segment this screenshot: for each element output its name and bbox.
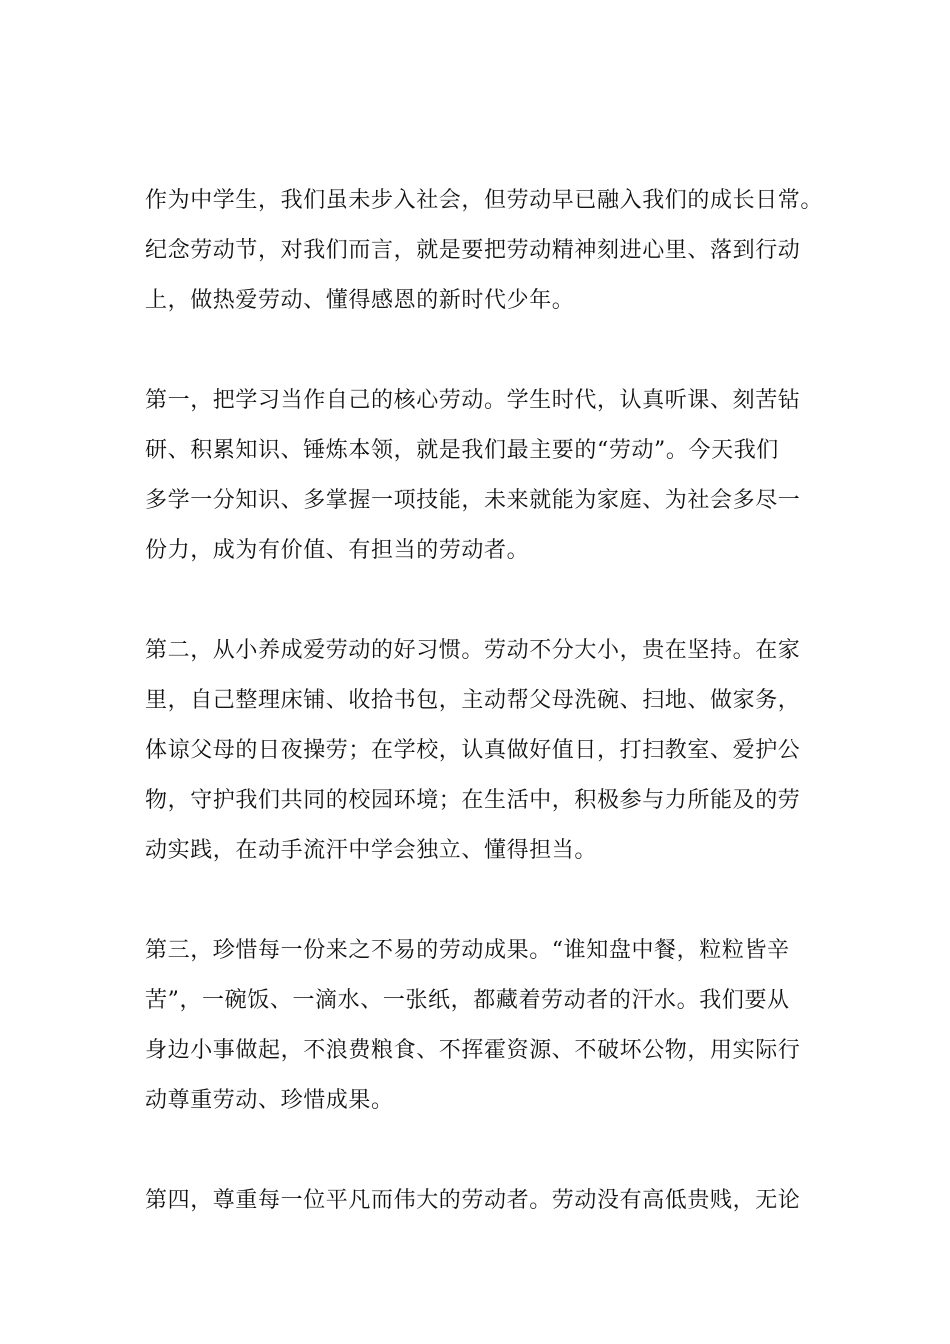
text-line: 第二，从小养成爱劳动的好习惯。劳动不分大小，贵在坚持。在家 — [145, 638, 801, 663]
text-line: 纪念劳动节，对我们而言，就是要把劳动精神刻进心里、落到行动 — [145, 238, 801, 263]
text-line: 第一，把学习当作自己的核心劳动。学生时代，认真听课、刻苦钻 — [145, 388, 801, 413]
text-line: 物，守护我们共同的校园环境；在生活中，积极参与力所能及的劳 — [145, 788, 801, 813]
text-line: 第三，珍惜每一份来之不易的劳动成果。“谁知盘中餐，粒粒皆辛 — [145, 938, 790, 963]
text-line: 多学一分知识、多掌握一项技能，未来就能为家庭、为社会多尽一 — [145, 488, 801, 513]
text-line: 上，做热爱劳动、懂得感恩的新时代少年。 — [145, 288, 575, 313]
text-line: 作为中学生，我们虽未步入社会，但劳动早已融入我们的成长日常。 — [145, 188, 824, 213]
text-line: 份力，成为有价值、有担当的劳动者。 — [145, 538, 530, 563]
text-line: 动尊重劳动、珍惜成果。 — [145, 1088, 394, 1113]
document-body — [145, 176, 825, 1276]
paragraph-fourth — [145, 1176, 825, 1226]
text-line: 动实践，在动手流汗中学会独立、懂得担当。 — [145, 838, 598, 863]
paragraph-third — [145, 926, 825, 1126]
text-line: 体谅父母的日夜操劳；在学校，认真做好值日，打扫教室、爱护公 — [145, 738, 801, 763]
text-line: 里，自己整理床铺、收拾书包，主动帮父母洗碗、扫地、做家务， — [145, 688, 801, 713]
paragraph-first — [145, 376, 825, 576]
text-line: 研、积累知识、锤炼本领，就是我们最主要的“劳动”。今天我们 — [145, 438, 779, 463]
paragraph-intro — [145, 176, 825, 326]
text-line: 苦”，一碗饭、一滴水、一张纸，都藏着劳动者的汗水。我们要从 — [145, 988, 790, 1013]
paragraph-second — [145, 626, 825, 876]
text-line: 身边小事做起，不浪费粮食、不挥霍资源、不破坏公物，用实际行 — [145, 1038, 801, 1063]
text-line: 第四，尊重每一位平凡而伟大的劳动者。劳动没有高低贵贱，无论 — [145, 1188, 801, 1213]
